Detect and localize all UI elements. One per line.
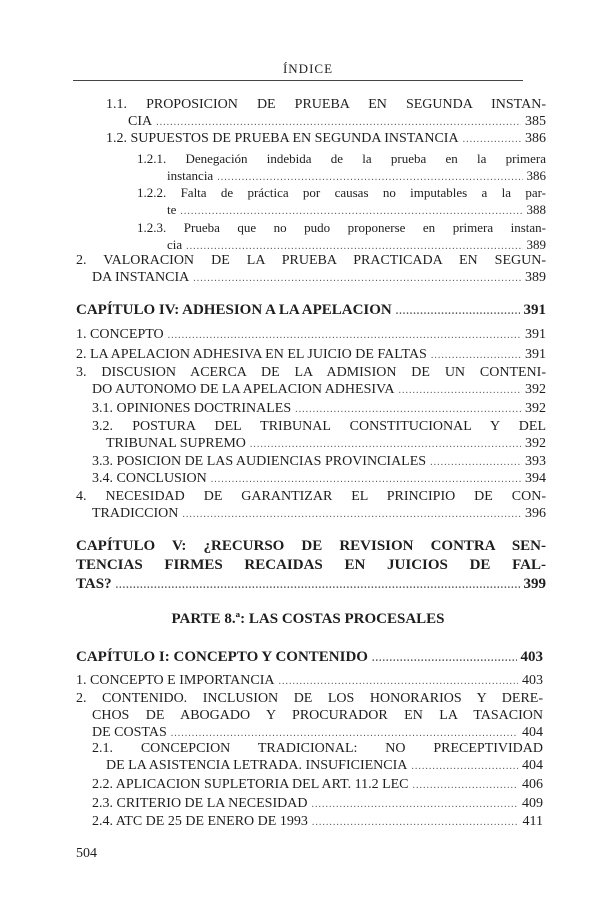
part-title: PARTE 8.ª: LAS COSTAS PROCESALES xyxy=(171,611,445,627)
toc-entry xyxy=(0,96,616,130)
toc-page-number: 399 xyxy=(523,576,546,592)
dot-leader xyxy=(295,401,521,418)
toc-entry-line xyxy=(92,381,546,398)
toc-page-number: 409 xyxy=(522,796,543,811)
dot-leader xyxy=(182,506,521,523)
toc-entry-line xyxy=(167,201,546,218)
toc-entry xyxy=(0,150,616,184)
toc-entry-text: 1.1. PROPOSICION DE PRUEBA EN SEGUNDA INSTAN- xyxy=(106,97,546,112)
toc-page-number: 403 xyxy=(520,649,543,665)
toc-entry-line xyxy=(92,453,546,470)
toc-entry-text: 1.2. SUPUESTOS DE PRUEBA EN SEGUNDA INSTANCIA xyxy=(106,131,459,146)
dot-leader xyxy=(168,327,521,344)
toc-entry-line xyxy=(92,707,543,724)
toc-entry-text: 2. LA APELACION ADHESIVA EN EL JUICIO DE FALTAS xyxy=(76,347,427,362)
toc-entry-line xyxy=(92,740,543,757)
toc-entry-text: DA INSTANCIA xyxy=(92,270,190,285)
toc-entry-line xyxy=(128,113,546,130)
toc-entry-line xyxy=(92,795,543,812)
toc-entry-line xyxy=(76,556,546,575)
toc-entry-text: 1. CONCEPTO xyxy=(76,327,164,342)
toc-entry-text: 1.2.1. Denegación indebida de la prueba en la primera xyxy=(137,151,546,166)
toc-entry-text: 3.2. POSTURA DEL TRIBUNAL CONSTITUCIONAL Y DEL xyxy=(92,419,546,434)
dot-leader xyxy=(396,303,520,321)
toc-entry-text: 2. VALORACION DE LA PRUEBA PRACTICADA EN SEGUN- xyxy=(76,253,546,268)
toc-entry-line xyxy=(92,400,546,417)
toc-page-number: 391 xyxy=(525,327,546,342)
toc-entry xyxy=(0,648,616,666)
toc-entry xyxy=(0,795,616,812)
toc-entry-text: DE COSTAS xyxy=(92,725,167,740)
dot-leader xyxy=(116,576,520,595)
toc-entry xyxy=(0,252,616,286)
toc-page-number: 386 xyxy=(525,131,546,146)
toc-entry-text: TAS? xyxy=(76,576,112,592)
toc-entry xyxy=(0,326,616,343)
dot-leader xyxy=(430,454,521,471)
toc-entry-text: CIA xyxy=(128,114,153,129)
dot-leader xyxy=(431,347,521,364)
toc-page-number: 391 xyxy=(523,302,546,318)
toc-entry-line xyxy=(106,757,543,774)
toc-page-number: 403 xyxy=(522,673,543,688)
toc-entry-line xyxy=(92,724,543,741)
toc-entry xyxy=(0,776,616,793)
toc-entry-line xyxy=(76,672,543,689)
toc-entry-line xyxy=(76,648,543,666)
toc-entry-text: TRADICCION xyxy=(92,506,179,521)
toc-entry xyxy=(0,219,616,253)
toc-page-number: 396 xyxy=(525,506,546,521)
toc-entry-line xyxy=(92,776,543,793)
toc-entry-text: 4. NECESIDAD DE GARANTIZAR EL PRINCIPIO DE CON- xyxy=(76,489,546,504)
toc-entry-text: 3.3. POSICION DE LAS AUDIENCIAS PROVINCIALES xyxy=(92,454,427,469)
toc-entry-line xyxy=(106,96,546,113)
toc-page-number: 392 xyxy=(525,401,546,416)
toc-entry-line xyxy=(137,150,546,167)
toc-page-number: 411 xyxy=(522,814,543,829)
toc-entry-line xyxy=(167,236,546,253)
toc-entry xyxy=(0,488,616,522)
toc-page-number: 406 xyxy=(522,777,543,792)
toc-entry xyxy=(0,470,616,487)
toc-entry-text: 3. DISCUSION ACERCA DE LA ADMISION DE UN CONTENI- xyxy=(76,365,546,380)
dot-leader xyxy=(156,114,521,131)
dot-leader xyxy=(372,650,517,668)
dot-leader xyxy=(278,673,518,690)
toc-entry-text: CAPÍTULO IV: ADHESION A LA APELACION xyxy=(76,302,392,318)
toc-entry xyxy=(0,418,616,452)
dot-leader xyxy=(411,758,518,775)
toc-entry-line xyxy=(76,575,546,594)
toc-entry-text: 3.1. OPINIONES DOCTRINALES xyxy=(92,401,292,416)
toc-page-number: 388 xyxy=(526,202,546,217)
toc-entry-line xyxy=(106,130,546,147)
toc-entry xyxy=(0,453,616,470)
toc-entry xyxy=(0,130,616,147)
toc-entry-text: 2.1. CONCEPCION TRADICIONAL: NO PRECEPTIVIDAD xyxy=(92,741,543,756)
toc-entry-line xyxy=(92,269,546,286)
dot-leader xyxy=(211,471,521,488)
dot-leader xyxy=(413,777,518,794)
toc-entry-text: te xyxy=(167,202,177,217)
toc-page-number: 392 xyxy=(525,382,546,397)
toc-entry-text: 1.2.3. Prueba que no pudo proponerse en primera instan- xyxy=(137,220,546,235)
toc-entry-line xyxy=(106,435,546,452)
toc-entry-text: cia xyxy=(167,237,183,252)
toc-entry-text: TRIBUNAL SUPREMO xyxy=(106,436,246,451)
toc-entry-text: 3.4. CONCLUSION xyxy=(92,471,207,486)
toc-entry-line xyxy=(76,252,546,269)
toc-entry-text: TENCIAS FIRMES RECAIDAS EN JUICIOS DE FAL- xyxy=(76,557,546,573)
toc-entry-line xyxy=(137,184,546,201)
toc-page-number: 393 xyxy=(525,454,546,469)
toc-entry xyxy=(0,301,616,319)
toc-entry-line xyxy=(76,346,546,363)
toc-page-number: 385 xyxy=(525,114,546,129)
page-number: 504 xyxy=(76,846,97,861)
toc-entry-text: DE LA ASISTENCIA LETRADA. INSUFICIENCIA xyxy=(106,758,408,773)
toc-entry xyxy=(0,400,616,417)
dot-leader xyxy=(312,814,519,831)
toc-entry-text: 2.3. CRITERIO DE LA NECESIDAD xyxy=(92,796,308,811)
toc-page-number: 389 xyxy=(525,270,546,285)
dot-leader xyxy=(250,436,521,453)
dot-leader xyxy=(193,270,521,287)
toc-entry-text: 2.4. ATC DE 25 DE ENERO DE 1993 xyxy=(92,814,308,829)
toc-entry xyxy=(0,184,616,218)
toc-entry-text: 2.2. APLICACION SUPLETORIA DEL ART. 11.2 LEC xyxy=(92,777,409,792)
toc-page-number: 404 xyxy=(522,758,543,773)
dot-leader xyxy=(180,203,522,220)
dot-leader xyxy=(311,796,518,813)
toc-entry-text: CAPÍTULO I: CONCEPTO Y CONTENIDO xyxy=(76,649,368,665)
toc-entry-line xyxy=(76,690,543,707)
toc-page-number: 392 xyxy=(525,436,546,451)
toc-entry xyxy=(0,537,616,594)
toc-entry-line xyxy=(92,470,546,487)
toc-entry-line xyxy=(76,326,546,343)
dot-leader xyxy=(398,382,521,399)
toc-entry-text: CHOS DE ABOGADO Y PROCURADOR EN LA TASACION xyxy=(92,708,543,723)
toc-page-number: 394 xyxy=(525,471,546,486)
dot-leader xyxy=(463,131,521,148)
toc-entry xyxy=(0,364,616,398)
toc-entry-text: 2. CONTENIDO. INCLUSION DE LOS HONORARIOS Y DERE- xyxy=(76,691,543,706)
toc-entry-line xyxy=(167,167,546,184)
toc-page-number: 404 xyxy=(522,725,543,740)
toc-entry xyxy=(0,672,616,689)
toc-page-number: 391 xyxy=(525,347,546,362)
toc-entry-text: 1.2.2. Falta de práctica por causas no imputables a la par- xyxy=(137,185,546,200)
toc-page-number: 389 xyxy=(526,237,546,252)
toc-entry xyxy=(0,690,616,741)
toc-entry xyxy=(0,813,616,830)
toc-entry-line xyxy=(76,488,546,505)
toc-entry-line xyxy=(92,813,543,830)
toc-entry-text: instancia xyxy=(167,168,214,183)
running-header: ÍNDICE xyxy=(282,61,334,76)
toc-entry-line xyxy=(92,505,546,522)
toc-entry xyxy=(0,346,616,363)
toc-entry-text: 1. CONCEPTO E IMPORTANCIA xyxy=(76,673,275,688)
toc-entry-text: DO AUTONOMO DE LA APELACION ADHESIVA xyxy=(92,382,395,397)
toc-entry xyxy=(0,740,616,774)
toc-entry-line xyxy=(137,219,546,236)
toc-entry-line xyxy=(76,301,546,319)
toc-entry-line xyxy=(76,537,546,556)
toc-entry-line xyxy=(76,364,546,381)
toc-entry-line xyxy=(92,418,546,435)
toc-page-number: 386 xyxy=(526,168,546,183)
toc-entry-text: CAPÍTULO V: ¿RECURSO DE REVISION CONTRA SEN- xyxy=(76,538,546,554)
